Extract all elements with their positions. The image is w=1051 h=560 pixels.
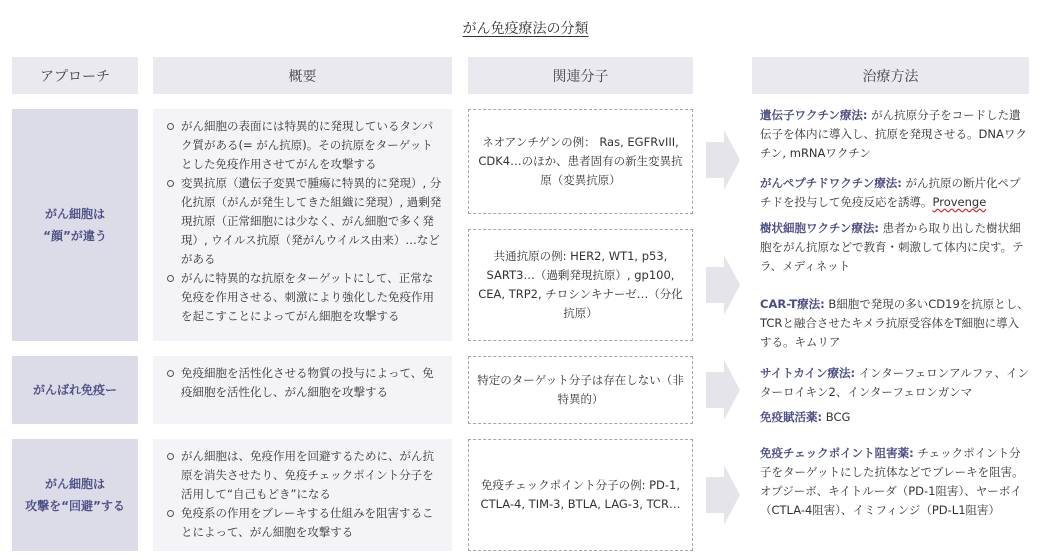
treatment-desc: BCG — [822, 410, 851, 424]
molecule-box — [468, 356, 693, 424]
category-label: がん細胞は — [44, 477, 105, 491]
treatment-item — [760, 295, 1030, 352]
treatment-item — [760, 444, 1030, 520]
molecule-text: 特定のターゲット分子は存在しない（非特異的） — [477, 373, 684, 406]
treatment-item — [760, 174, 1030, 212]
page-title: がん免疫療法の分類 — [462, 21, 589, 37]
treatment-name: サイトカイン療法: — [760, 366, 856, 380]
overview-item: がん細胞は、免疫作用を回避するために、がん抗原を消失させたり、免疫チェックポイント分子を活用して“自己もどき”になる — [165, 447, 442, 504]
category-label: “顔”が違う — [43, 229, 107, 243]
category-label: 攻撃を“回避”する — [25, 499, 125, 513]
overview-cell — [153, 356, 452, 424]
overview-item: 変異抗原（遺伝子変異で腫瘍に特異的に発現）, 分化抗原（がんが発生してきた組織に発現）, 過剰発現抗原（正常細胞には少なく、がん細胞で多く発現）, ウイルス抗原（発がんウイルス由来）…などがある — [165, 174, 442, 269]
treatment-desc: がん抗原分子をコードした遺伝子を体内に導入し、抗原を発現させる。DNAワクチン, mRNAワクチン — [760, 108, 1027, 160]
treatment-desc: B細胞で発現の多いCD19を抗原とし、TCRと融合させたキメラ抗原受容体をT細胞に導入する。キムリア — [760, 297, 1029, 349]
molecule-text: 免疫チェックポイント分子の例: PD-1, CTLA-4, TIM-3, BTLA, LAG-3, TCR… — [480, 478, 681, 511]
treatment-name: がんペプチドワクチン療法: — [760, 176, 902, 190]
category-label: がんばれ免疫ー — [32, 383, 117, 397]
category-cell — [12, 439, 138, 551]
molecule-text: ネオアンチゲンの例： Ras, EGFRvIII, CDK4…のほか、患者固有の新生変異抗原（変異抗原） — [478, 135, 683, 187]
treatment-name: 免疫チェックポイント阻害薬: — [760, 446, 914, 460]
treatment-desc: がん抗原の断片化ペプチドを投与して免疫反応を誘導。 — [760, 176, 1021, 209]
category-cell — [12, 356, 138, 424]
header-overview: 概要 — [153, 57, 452, 94]
right-arrow-icon — [706, 465, 740, 525]
treatment-name: 遺伝子ワクチン療法: — [760, 108, 868, 122]
treatment-name: 樹状細胞ワクチン療法: — [760, 221, 880, 235]
treatment-item — [760, 219, 1030, 276]
header-approach: アプローチ — [12, 57, 138, 94]
treatment-name: 免疫賦活薬: — [760, 410, 823, 424]
header-molecules: 関連分子 — [468, 57, 693, 94]
molecule-box — [468, 109, 693, 214]
treatment-item — [760, 364, 1030, 402]
treatment-desc: チェックポイント分子をターゲットにした抗体などでブレーキを阻害。オプジーボ、キイトルーダ（PD-1阻害）、ヤーボイ（CTLA-4阻害）、イミフィンジ（PD-L1阻害） — [760, 446, 1024, 517]
overview-item: 免疫細胞を活性化させる物質の投与によって、免疫細胞を活性化し、がん細胞を攻撃する — [165, 364, 442, 402]
molecule-text: 共通抗原の例: HER2, WT1, p53, SART3…（過剰発現抗原）, gp100, CEA, TRP2, チロシンキナーゼ…（分化抗原） — [478, 249, 683, 320]
treatment-product: Provenge — [932, 195, 987, 209]
category-label: がん細胞は — [44, 207, 105, 221]
treatment-name: CAR-T療法: — [760, 297, 825, 311]
molecule-box — [468, 229, 693, 341]
overview-cell — [153, 439, 452, 551]
overview-item: 免疫系の作用をブレーキする仕組みを阻害することによって、がん細胞を攻撃する — [165, 504, 442, 542]
treatment-item — [760, 408, 1030, 427]
overview-item: がんに特異的な抗原をターゲットにして、正常な免疫を作用させる、刺激により強化した免疫作用を起こすことによってがん細胞を攻撃する — [165, 269, 442, 326]
right-arrow-icon — [706, 360, 740, 420]
treatment-item — [760, 106, 1030, 163]
overview-item: がん細胞の表面には特異的に発現しているタンパク質がある(= がん抗原)。その抗原をターゲットとした免疫作用させてがんを攻撃する — [165, 117, 442, 174]
header-treatment: 治療方法 — [752, 57, 1029, 94]
category-cell — [12, 109, 138, 341]
right-arrow-icon — [706, 255, 740, 315]
overview-cell — [153, 109, 452, 341]
molecule-box — [468, 439, 693, 551]
right-arrow-icon — [706, 130, 740, 190]
treatment-desc: インターフェロンアルファ、インターロイキン2、インターフェロンガンマ — [760, 366, 1029, 399]
treatment-desc: 患者から取り出した樹状細胞をがん抗原などで教育・刺激して体内に戻す。テラ、メディネット — [760, 221, 1024, 273]
